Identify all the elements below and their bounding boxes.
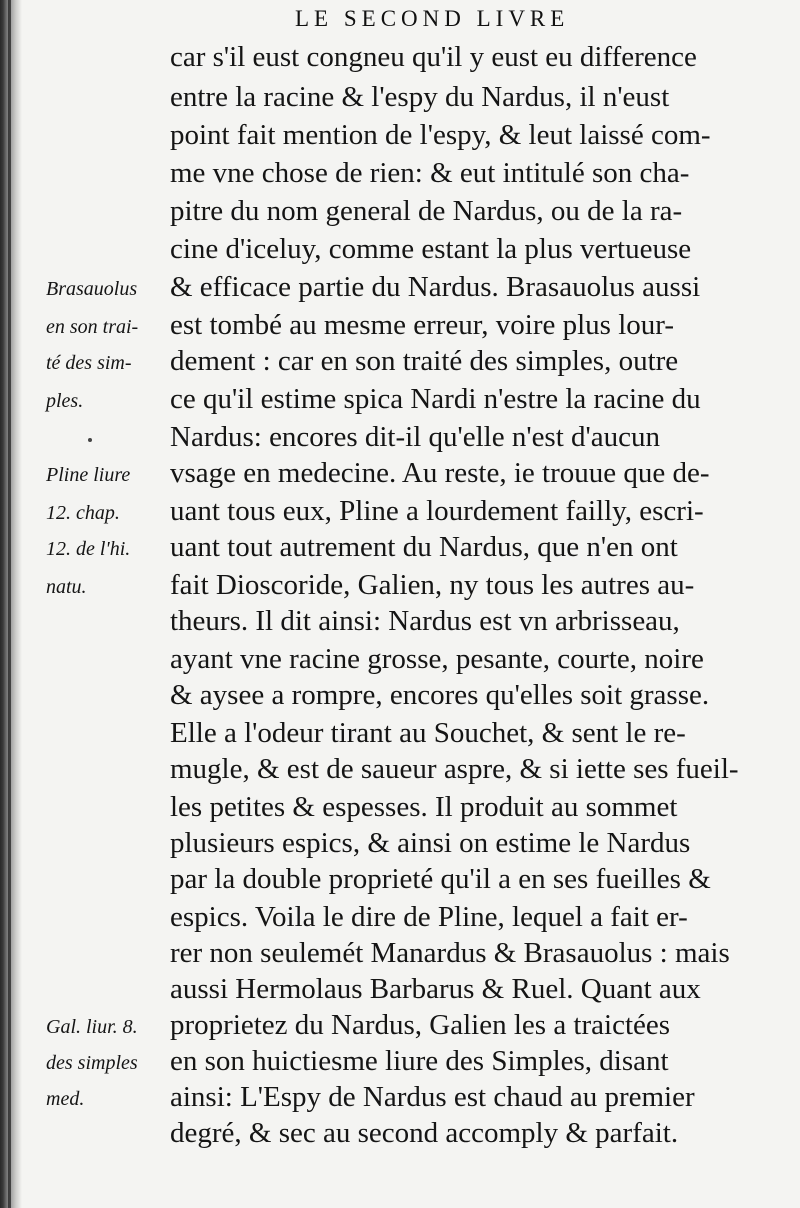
margin-note: 12. de l'hi.: [46, 538, 131, 560]
text-line: Nardus: encores dit-il qu'elle n'est d'aucun: [170, 421, 660, 453]
text-line: en son huictiesme liure des Simples, disant: [170, 1045, 669, 1077]
text-line: les petites & espesses. Il produit au sommet: [170, 791, 678, 823]
text-line: par la double proprieté qu'il a en ses fueilles &: [170, 863, 711, 895]
text-line: ayant vne racine grosse, pesante, courte, noire: [170, 643, 704, 675]
text-line: rer non seulemét Manardus & Brasauolus : mais: [170, 937, 730, 969]
text-line: fait Dioscoride, Galien, ny tous les autres au-: [170, 569, 695, 601]
text-line: ce qu'il estime spica Nardi n'estre la racine du: [170, 383, 701, 415]
text-line: proprietez du Nardus, Galien les a traictées: [170, 1009, 671, 1041]
margin-note: té des sim-: [46, 352, 132, 374]
text-line: Elle a l'odeur tirant au Souchet, & sent le re-: [170, 717, 686, 749]
margin-note: Gal. liur. 8.: [46, 1016, 138, 1038]
text-line: uant tous eux, Pline a lourdement failly, escri-: [170, 495, 704, 527]
text-line: me vne chose de rien: & eut intitulé son cha-: [170, 157, 690, 189]
text-line: pitre du nom general de Nardus, ou de la ra-: [170, 195, 683, 227]
running-head: LE SECOND LIVRE: [295, 6, 570, 31]
margin-note: 12. chap.: [46, 502, 120, 524]
text-line: & efficace partie du Nardus. Brasauolus aussi: [170, 271, 701, 303]
margin-note: med.: [46, 1088, 85, 1110]
text-line: theurs. Il dit ainsi: Nardus est vn arbrisseau,: [170, 605, 680, 637]
margin-note: Brasauolus: [46, 278, 138, 300]
margin-note: natu.: [46, 576, 87, 598]
text-line: point fait mention de l'espy, & leut laissé com-: [170, 119, 711, 151]
text-line: espics. Voila le dire de Pline, lequel a fait er-: [170, 901, 688, 933]
margin-note: des simples: [46, 1052, 138, 1074]
text-line: entre la racine & l'espy du Nardus, il n'eust: [170, 81, 670, 113]
text-line: cine d'iceluy, comme estant la plus vertueuse: [170, 233, 692, 265]
margin-note: Pline liure: [46, 464, 131, 486]
text-line: aussi Hermolaus Barbarus & Ruel. Quant aux: [170, 973, 701, 1005]
text-line: degré, & sec au second accomply & parfait.: [170, 1117, 679, 1149]
text-line: car s'il eust congneu qu'il y eust eu difference: [170, 41, 697, 73]
text-line: ainsi: L'Espy de Nardus est chaud au premier: [170, 1081, 695, 1113]
text-line: mugle, & est de saueur aspre, & si iette ses fueil-: [170, 753, 739, 785]
margin-note: en son trai-: [46, 316, 139, 338]
text-line: uant tout autrement du Nardus, que n'en ont: [170, 531, 678, 563]
text-line: & aysee a rompre, encores qu'elles soit grasse.: [170, 679, 710, 711]
text-line: plusieurs espics, & ainsi on estime le Nardus: [170, 827, 691, 859]
margin-note: ples.: [46, 390, 84, 412]
text-line: est tombé au mesme erreur, voire plus lour-: [170, 309, 674, 341]
ink-speck: [88, 438, 92, 442]
text-line: dement : car en son traité des simples, outre: [170, 345, 679, 377]
text-line: vsage en medecine. Au reste, ie trouue que de-: [170, 457, 710, 489]
